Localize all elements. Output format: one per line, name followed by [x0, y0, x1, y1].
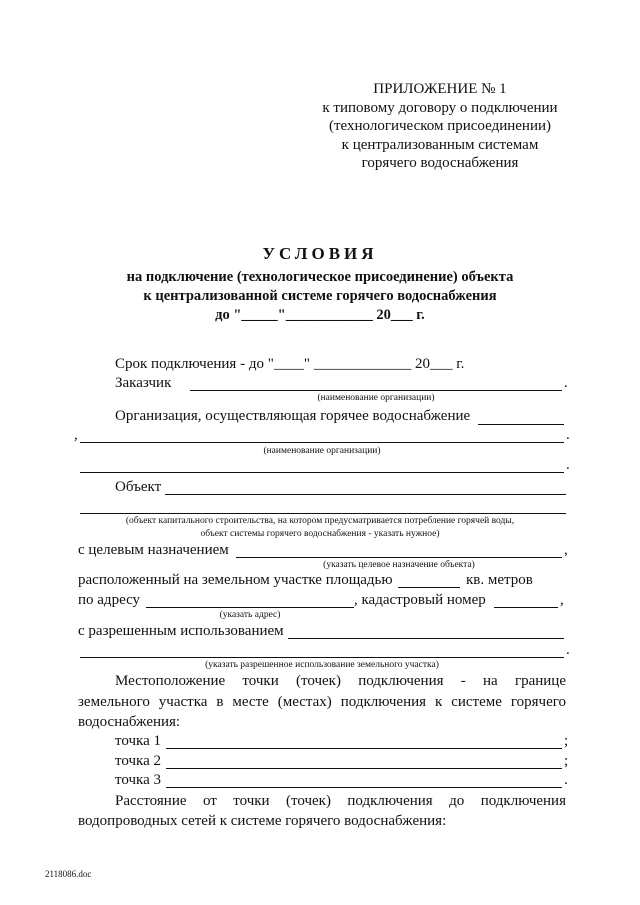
location-paragraph-line-1: Местоположение точки (точек) подключения - на границе	[115, 673, 566, 689]
point-3-label: точка 3	[115, 772, 161, 788]
permitted-end: .	[566, 642, 570, 658]
customer-field[interactable]	[190, 390, 562, 391]
org-field-2[interactable]	[80, 442, 564, 443]
address-field[interactable]	[146, 607, 354, 608]
customer-label: Заказчик	[115, 375, 172, 391]
org-end: .	[566, 427, 570, 443]
purpose-caption: (указать целевое назначение объекта)	[323, 560, 475, 570]
appendix-line: горячего водоснабжения	[361, 155, 519, 171]
subtitle-line-1: на подключение (технологическое присоединение) объекта	[126, 269, 514, 285]
address-label: по адресу	[78, 592, 141, 608]
cadastral-end: ,	[560, 592, 564, 608]
org-field-3[interactable]	[80, 472, 564, 473]
appendix-line: ПРИЛОЖЕНИЕ № 1	[373, 81, 507, 97]
object-field-2[interactable]	[80, 513, 566, 514]
point-2-label: точка 2	[115, 753, 161, 769]
land-unit: кв. метров	[466, 572, 533, 588]
location-paragraph-line-2: земельного участка в месте (местах) подключения к системе горячего	[78, 694, 566, 710]
connection-term: Срок подключения - до "____" _____________ 20___ г.	[115, 356, 465, 372]
address-caption: (указать адрес)	[219, 610, 281, 620]
point-2-end: ;	[564, 753, 569, 769]
point-3-end: .	[564, 772, 568, 788]
appendix-line: (технологическом присоединении)	[329, 118, 551, 134]
permitted-field-2[interactable]	[80, 657, 564, 658]
org-label: Организация, осуществляющая горячее водоснабжение	[115, 408, 471, 424]
cadastral-field[interactable]	[494, 607, 558, 608]
org-end-2: .	[566, 457, 570, 473]
customer-caption: (наименование организации)	[317, 393, 435, 403]
file-name: 2118086.doc	[45, 869, 92, 879]
appendix-line: к типовому договору о подключении	[322, 99, 558, 116]
permitted-caption: (указать разрешенное использование земельного участка)	[205, 660, 439, 670]
point-2-field[interactable]	[166, 768, 562, 769]
document-subtitle	[0, 268, 640, 325]
object-label: Объект	[115, 479, 162, 495]
point-1-field[interactable]	[166, 748, 562, 749]
permitted-field-1[interactable]	[288, 638, 564, 639]
cadastral-label: , кадастровый номер	[354, 592, 486, 608]
point-3-field[interactable]	[166, 787, 562, 788]
object-field-1[interactable]	[165, 494, 566, 495]
subtitle-line-3: до "_____"____________ 20___ г.	[215, 307, 425, 323]
document-title: УСЛОВИЯ	[262, 244, 378, 263]
object-caption-1: (объект капитального строительства, на котором предусматривается потребление горячей воды,	[125, 516, 515, 526]
object-caption-2: объект системы горячего водоснабжения - указать нужное)	[200, 529, 440, 539]
purpose-end: ,	[564, 542, 568, 558]
customer-end: .	[564, 375, 568, 391]
purpose-label: с целевым назначением	[78, 542, 229, 558]
location-paragraph-line-3: водоснабжения:	[78, 714, 181, 730]
distance-paragraph-line-2: водопроводных сетей к системе горячего водоснабжения:	[78, 813, 447, 829]
distance-paragraph-line-1: Расстояние от точки (точек) подключения до подключения	[115, 793, 566, 809]
permitted-label: с разрешенным использованием	[78, 623, 284, 639]
subtitle-line-2: к централизованной системе горячего водоснабжения	[143, 288, 497, 304]
land-label: расположенный на земельном участке площадью	[78, 572, 393, 588]
appendix-line: к централизованным системам	[341, 136, 539, 153]
point-1-end: ;	[564, 733, 569, 749]
purpose-field[interactable]	[236, 557, 562, 558]
point-1-label: точка 1	[115, 733, 161, 749]
org-field-1[interactable]	[478, 424, 564, 425]
appendix-header	[300, 80, 580, 173]
land-area-field[interactable]	[398, 587, 460, 588]
org-line-start: ,	[74, 427, 78, 443]
org-caption: (наименование организации)	[263, 446, 381, 456]
